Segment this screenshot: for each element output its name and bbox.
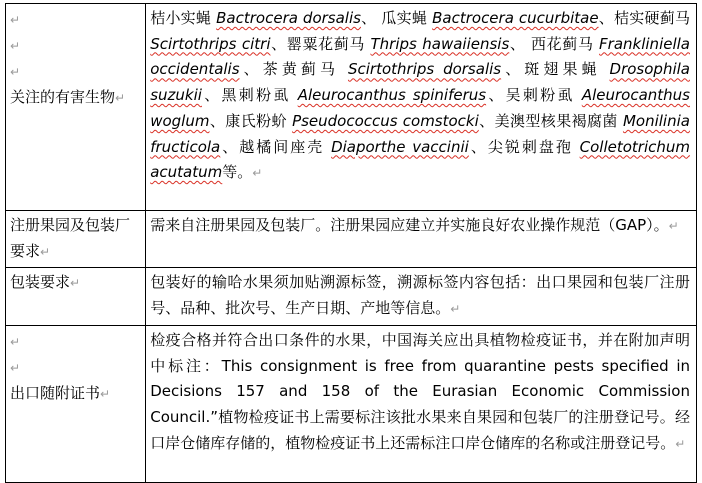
paragraph-mark: ↵ xyxy=(100,386,111,401)
content-cell-packaging xyxy=(146,268,697,325)
label-cell-pests xyxy=(6,4,146,211)
scientific-name: Scirtothrips dorsalis xyxy=(347,60,502,79)
common-name-text: 、康氏粉蚧 xyxy=(209,111,293,130)
paragraph-mark: ↵ xyxy=(10,39,21,53)
common-name-text: 、黑刺粉虱 xyxy=(201,86,298,105)
label-cell-certificate xyxy=(6,325,146,482)
requirements-table xyxy=(5,3,697,483)
paragraph-mark: ↵ xyxy=(252,166,263,181)
scientific-name: Pseudococcus comstocki xyxy=(292,111,479,130)
common-name-text: 、尖锐刺盘孢 xyxy=(468,137,580,156)
paragraph-mark: ↵ xyxy=(40,244,51,259)
row-label: 注册果园及包装厂要求 xyxy=(10,216,131,260)
paragraph-mark: ↵ xyxy=(450,302,461,317)
scientific-name: Aleurocanthus woglum xyxy=(150,86,690,130)
paragraph-mark: ↵ xyxy=(70,276,81,291)
common-name-text: 桔小实蝇 xyxy=(150,9,217,27)
paragraph-mark: ↵ xyxy=(10,65,21,79)
content-cell-certificate xyxy=(146,325,697,482)
common-name-text: 、美澳型核果褐腐菌 xyxy=(478,111,623,130)
common-name-text: 、桔实硬蓟马 xyxy=(598,9,690,27)
scientific-name: Thrips hawaiiensis xyxy=(370,34,510,53)
common-name-text: 、越橘间座壳 xyxy=(220,137,332,156)
paragraph-mark: ↵ xyxy=(668,219,679,233)
row-label: 关注的有害生物 xyxy=(10,88,116,106)
scientific-name: Scirtothrips citri xyxy=(150,34,271,53)
label-cell-registration xyxy=(6,211,146,268)
common-name-text: 、茶黄蓟马 xyxy=(239,60,348,79)
common-name-text: 、 瓜实蝇 xyxy=(360,9,433,27)
scientific-name: Diaporthe vaccinii xyxy=(331,137,469,156)
scientific-name: Frankliniella occidentalis xyxy=(150,34,690,79)
row-content: 需来自注册果园及包装厂。注册果园应建立并实施良好农业操作规范（GAP）。 xyxy=(150,216,669,234)
scientific-name: Bactrocera dorsalis xyxy=(216,9,361,27)
paragraph-mark: ↵ xyxy=(10,334,21,349)
content-cell-registration xyxy=(146,211,697,268)
content-cell-pests xyxy=(146,4,697,211)
scientific-name: Aleurocanthus spiniferus xyxy=(297,86,487,105)
paragraph-mark: ↵ xyxy=(115,91,126,105)
row-label: 包装要求 xyxy=(10,273,71,292)
pest-list-text xyxy=(150,9,690,181)
scientific-name: Bactrocera cucurbitae xyxy=(432,9,599,27)
table-row xyxy=(6,211,697,268)
table-row xyxy=(6,4,697,211)
row-label: 出口随附证书 xyxy=(10,383,101,402)
scientific-name: Colletotrichum acutatum xyxy=(150,137,691,182)
common-name-text: 等。 xyxy=(222,163,253,182)
common-name-text: 、斑翅果蝇 xyxy=(501,60,610,79)
row-content: 检疫合格并符合出口条件的水果，中国海关应出具植物检疫证书，并在附加声明中标注：This consignment is free from quarantine pests specified in Decisions 157 and 158 of the Eurasian Economic Commission Council.”植物检疫证书上需要标注该批水果来自果园和包装厂的注册登记号。经口岸仓储库存储的，植物检疫证书上还需标注口岸仓储库的名称或注册登记号。 xyxy=(150,330,690,452)
row-content: 包装好的输哈水果须加贴溯源标签，溯源标签内容包括：出口果园和包装厂注册号、品种、批次号、生产日期、产地等信息。 xyxy=(150,273,690,318)
common-name-text: 、罂粟花蓟马 xyxy=(270,34,371,53)
common-name-text: 、 西花蓟马 xyxy=(509,34,600,53)
paragraph-mark: ↵ xyxy=(675,436,686,451)
label-cell-packaging xyxy=(6,268,146,325)
scientific-name: Monilinia fructicola xyxy=(150,111,690,156)
scientific-name: Drosophila suzukii xyxy=(150,60,690,105)
common-name-text: 、吴刺粉虱 xyxy=(486,86,582,105)
paragraph-mark: ↵ xyxy=(10,360,21,375)
paragraph-mark: ↵ xyxy=(10,13,21,27)
table-row xyxy=(6,325,697,482)
table-row xyxy=(6,268,697,325)
